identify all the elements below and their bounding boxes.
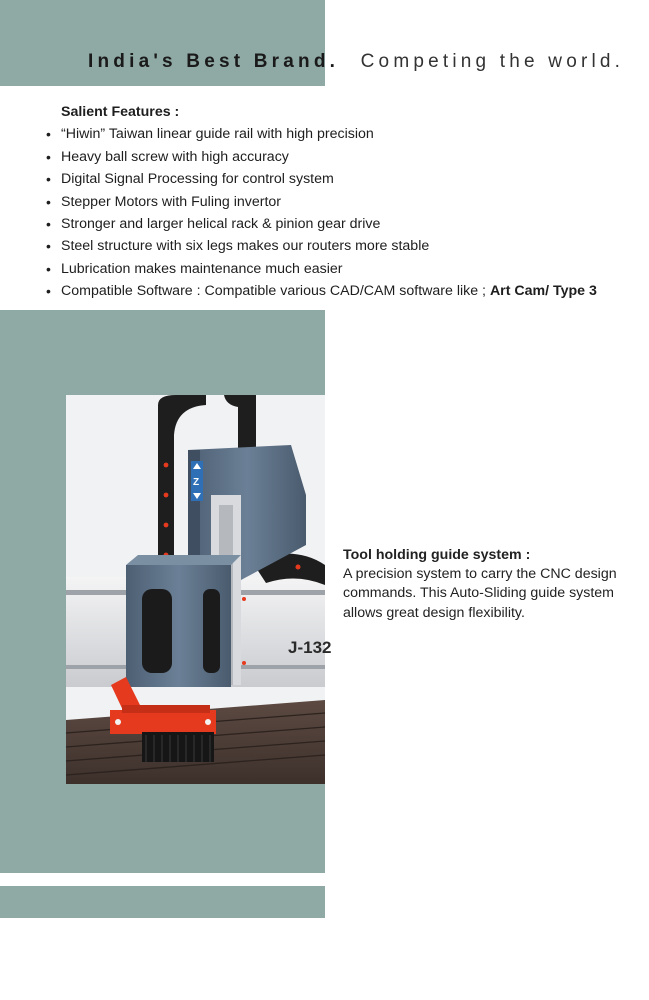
feature-text: Lubrication makes maintenance much easier: [61, 260, 343, 277]
feature-text: Compatible Software : Compatible various CAD/CAM software like ;: [61, 283, 490, 300]
feature-item: [46, 123, 636, 145]
feature-text: Stronger and larger helical rack & pinion gear drive: [61, 216, 381, 233]
bullet-icon: •: [46, 283, 51, 300]
axis-label: Z: [193, 477, 200, 488]
tool-holding-section: [343, 546, 623, 623]
bullet-icon: •: [46, 238, 51, 255]
headline-brand: India's Best Brand.: [88, 51, 340, 72]
bullet-icon: •: [46, 216, 51, 233]
feature-item: [46, 235, 636, 257]
salient-features: [46, 101, 636, 303]
feature-item: [46, 191, 636, 213]
feature-text: Heavy ball screw with high accuracy: [61, 148, 289, 165]
bullet-icon: •: [46, 171, 51, 188]
feature-text: Digital Signal Processing for control system: [61, 171, 334, 188]
bullet-icon: •: [46, 260, 51, 277]
feature-text: Steel structure with six legs makes our routers more stable: [61, 238, 430, 255]
feature-item: [46, 258, 636, 280]
headline-slogan: Competing the world.: [360, 51, 625, 72]
feature-item: [46, 146, 636, 168]
headline: [88, 50, 624, 74]
tool-section-body: A precision system to carry the CNC design commands. This Auto-Sliding guide system allows great design flexibility.: [343, 566, 617, 621]
features-list: [46, 123, 636, 302]
feature-item-software: [46, 280, 636, 302]
features-heading: Salient Features :: [61, 104, 180, 120]
model-label: J-132: [288, 638, 332, 657]
tool-section-title: Tool holding guide system :: [343, 547, 531, 563]
feature-text: “Hiwin” Taiwan linear guide rail with high precision: [61, 126, 374, 143]
cnc-machine-photo: [66, 395, 332, 784]
bottom-band: [0, 886, 325, 918]
bullet-icon: •: [46, 126, 51, 143]
feature-item: [46, 168, 636, 190]
feature-text: Stepper Motors with Fuling invertor: [61, 193, 281, 210]
bullet-icon: •: [46, 193, 51, 210]
software-names: Art Cam/ Type 3: [489, 283, 597, 300]
bullet-icon: •: [46, 148, 51, 165]
feature-item: [46, 213, 636, 235]
